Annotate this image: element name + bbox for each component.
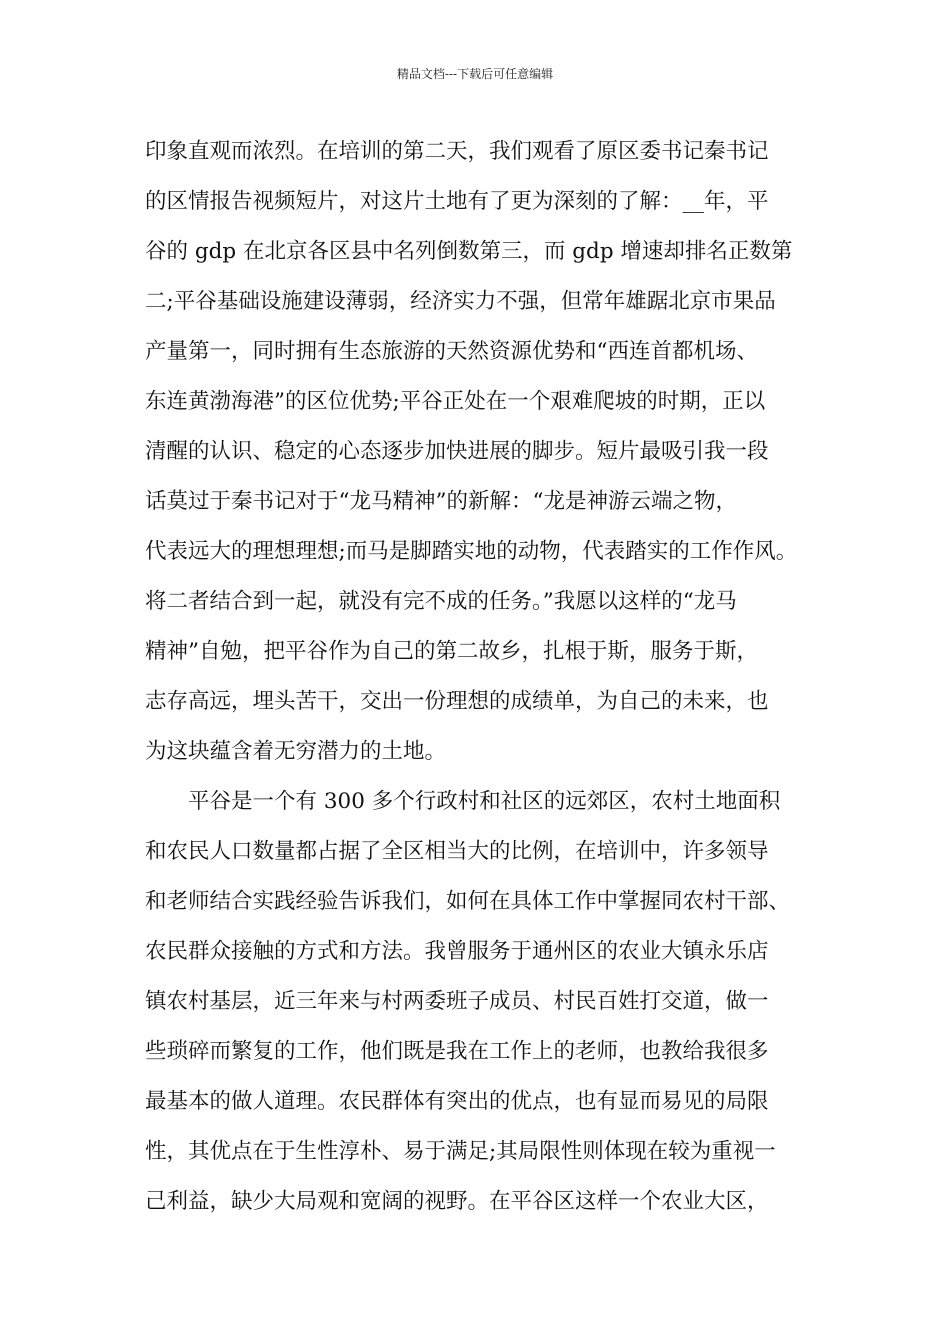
paragraph-1 xyxy=(145,132,805,782)
text-line: 些琐碎而繁复的工作，他们既是我在工作上的老师，也教给我很多 xyxy=(145,1039,769,1064)
text-line: 镇农村基层，近三年来与村两委班子成员、村民百姓打交道，做一 xyxy=(145,989,769,1014)
text-line-indented: 平谷是一个有 300 多个行政村和社区的远郊区，农村土地面积 xyxy=(188,789,781,814)
text-line: 精神”自勉，把平谷作为自己的第二故乡，扎根于斯，服务于斯， xyxy=(145,639,758,664)
text-line: 印象直观而浓烈。在培训的第二天，我们观看了原区委书记秦书记 xyxy=(145,139,769,164)
text-line: 和农民人口数量都占据了全区相当大的比例，在培训中，许多领导 xyxy=(145,839,769,864)
text-line: 志存高远，埋头苦干，交出一份理想的成绩单，为自己的未来，也 xyxy=(145,689,769,714)
text-line: 农民群众接触的方式和方法。我曾服务于通州区的农业大镇永乐店 xyxy=(145,939,769,964)
text-line: 将二者结合到一起，就没有完不成的任务。”我愿以这样的“龙马 xyxy=(145,589,737,614)
text-line: 己利益，缺少大局观和宽阔的视野。在平谷区这样一个农业大区， xyxy=(145,1189,769,1214)
text-line: 最基本的做人道理。农民群体有突出的优点，也有显而易见的局限 xyxy=(145,1089,769,1114)
paragraph-2 xyxy=(145,782,805,1232)
text-line: 谷的 gdp 在北京各区县中名列倒数第三，而 gdp 增速却排名正数第 xyxy=(145,239,793,264)
text-line: 二;平谷基础设施建设薄弱，经济实力不强，但常年雄踞北京市果品 xyxy=(145,289,776,314)
text-line: 产量第一，同时拥有生态旅游的天然资源优势和“西连首都机场、 xyxy=(145,339,758,364)
text-line: 和老师结合实践经验告诉我们，如何在具体工作中掌握同农村干部、 xyxy=(145,889,791,914)
text-line: 的区情报告视频短片，对这片土地有了更为深刻的了解：__年，平 xyxy=(145,189,769,214)
text-line: 东连黄渤海港”的区位优势;平谷正处在一个艰难爬坡的时期，正以 xyxy=(145,389,766,414)
text-line: 话莫过于秦书记对于“龙马精神”的新解：“龙是神游云端之物， xyxy=(145,489,737,514)
text-line: 代表远大的理想理想;而马是脚踏实地的动物，代表踏实的工作作风。 xyxy=(145,539,798,564)
document-body xyxy=(145,132,805,1232)
text-line: 为这块蕴含着无穷潜力的土地。 xyxy=(145,739,447,764)
text-line: 性，其优点在于生性淳朴、易于满足;其局限性则体现在较为重视一 xyxy=(145,1139,776,1164)
text-line: 清醒的认识、稳定的心态逐步加快进展的脚步。短片最吸引我一段 xyxy=(145,439,769,464)
page-header: 精品文档---下载后可任意编辑 xyxy=(396,67,554,81)
